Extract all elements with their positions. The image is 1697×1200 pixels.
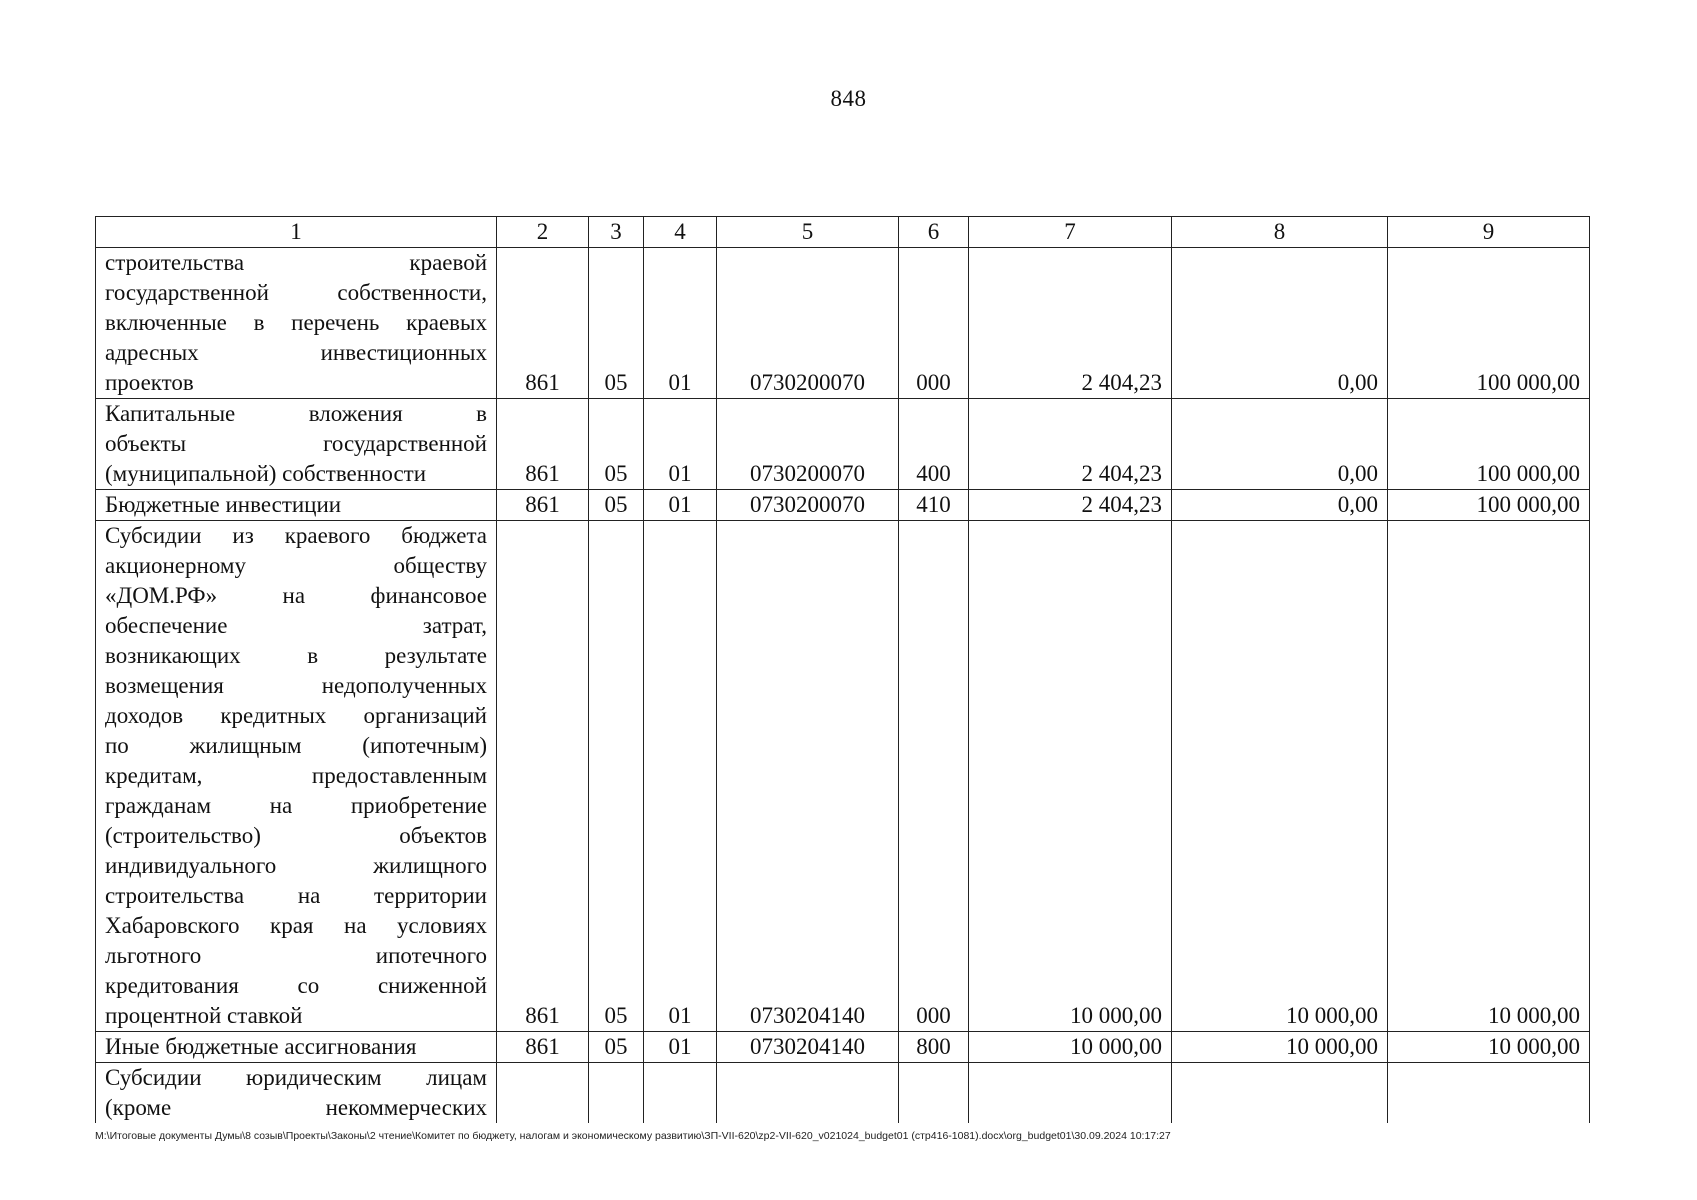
description-line: (муниципальной) собственности bbox=[105, 461, 427, 486]
cell-amount-8: 10 000,00 bbox=[1172, 1032, 1388, 1063]
cell-amount-8 bbox=[1172, 1063, 1388, 1124]
description-line: включенные в перечень краевых bbox=[105, 310, 487, 335]
row-description bbox=[96, 1032, 497, 1063]
page-number: 848 bbox=[830, 86, 867, 111]
cell-amount-7: 10 000,00 bbox=[969, 521, 1172, 1032]
description-line: (строительство) объектов bbox=[105, 823, 487, 848]
cell-amount-7: 2 404,23 bbox=[969, 490, 1172, 521]
cell-amount-8: 10 000,00 bbox=[1172, 521, 1388, 1032]
description-line: строительства на территории bbox=[105, 883, 487, 908]
header-row bbox=[96, 217, 1590, 248]
cell-amount-7: 2 404,23 bbox=[969, 399, 1172, 490]
description-line: государственной собственности, bbox=[105, 280, 487, 305]
description-line: индивидуального жилищного bbox=[105, 853, 487, 878]
cell-section-code: 05 bbox=[589, 490, 644, 521]
description-line: адресных инвестиционных bbox=[105, 340, 487, 365]
cell-expense-type: 400 bbox=[899, 399, 969, 490]
row-description bbox=[96, 1063, 497, 1124]
table-row bbox=[96, 521, 1590, 1032]
header-cell-4: 4 bbox=[644, 217, 717, 248]
row-description bbox=[96, 399, 497, 490]
header-cell-2: 2 bbox=[497, 217, 589, 248]
cell-amount-9: 10 000,00 bbox=[1388, 1032, 1590, 1063]
cell-subsection-code: 01 bbox=[644, 248, 717, 399]
budget-table bbox=[95, 216, 1590, 1123]
cell-target-article: 0730200070 bbox=[717, 399, 899, 490]
header-cell-5: 5 bbox=[717, 217, 899, 248]
cell-expense-type: 000 bbox=[899, 521, 969, 1032]
cell-ministry-code: 861 bbox=[497, 1032, 589, 1063]
cell-ministry-code: 861 bbox=[497, 248, 589, 399]
description-line: возникающих в результате bbox=[105, 643, 487, 668]
cell-amount-8: 0,00 bbox=[1172, 248, 1388, 399]
description-line: доходов кредитных организаций bbox=[105, 703, 487, 728]
cell-expense-type: 000 bbox=[899, 248, 969, 399]
header-cell-9: 9 bbox=[1388, 217, 1590, 248]
cell-target-article: 0730200070 bbox=[717, 248, 899, 399]
row-description bbox=[96, 490, 497, 521]
row-description bbox=[96, 248, 497, 399]
cell-section-code: 05 bbox=[589, 248, 644, 399]
cell-expense-type: 410 bbox=[899, 490, 969, 521]
cell-target-article bbox=[717, 1063, 899, 1124]
description-line: процентной ставкой bbox=[105, 1003, 303, 1028]
description-line: возмещения недополученных bbox=[105, 673, 487, 698]
description-line: проектов bbox=[105, 370, 194, 395]
cell-target-article: 0730204140 bbox=[717, 521, 899, 1032]
table-row bbox=[96, 399, 1590, 490]
cell-amount-9: 10 000,00 bbox=[1388, 521, 1590, 1032]
description-line: кредитам, предоставленным bbox=[105, 763, 487, 788]
header-cell-1: 1 bbox=[96, 217, 497, 248]
cell-section-code: 05 bbox=[589, 1032, 644, 1063]
cell-ministry-code: 861 bbox=[497, 521, 589, 1032]
cell-expense-type bbox=[899, 1063, 969, 1124]
description-line: кредитования со сниженной bbox=[105, 973, 487, 998]
cell-subsection-code bbox=[644, 1063, 717, 1124]
table-row bbox=[96, 1032, 1590, 1063]
table-row bbox=[96, 490, 1590, 521]
header-cell-7: 7 bbox=[969, 217, 1172, 248]
header-cell-3: 3 bbox=[589, 217, 644, 248]
cell-subsection-code: 01 bbox=[644, 521, 717, 1032]
description-line: льготного ипотечного bbox=[105, 943, 487, 968]
cell-ministry-code bbox=[497, 1063, 589, 1124]
cell-amount-7: 10 000,00 bbox=[969, 1032, 1172, 1063]
table-row bbox=[96, 248, 1590, 399]
description-line: обеспечение затрат, bbox=[105, 613, 487, 638]
description-line: «ДОМ.РФ» на финансовое bbox=[105, 583, 487, 608]
description-line: акционерному обществу bbox=[105, 553, 487, 578]
cell-subsection-code: 01 bbox=[644, 399, 717, 490]
cell-target-article: 0730200070 bbox=[717, 490, 899, 521]
cell-amount-7 bbox=[969, 1063, 1172, 1124]
cell-section-code bbox=[589, 1063, 644, 1124]
cell-section-code: 05 bbox=[589, 521, 644, 1032]
cell-subsection-code: 01 bbox=[644, 490, 717, 521]
cell-section-code: 05 bbox=[589, 399, 644, 490]
description-line: Субсидии из краевого бюджета bbox=[105, 523, 487, 548]
cell-ministry-code: 861 bbox=[497, 399, 589, 490]
description-line: объекты государственной bbox=[105, 431, 487, 456]
cell-amount-8: 0,00 bbox=[1172, 399, 1388, 490]
description-line: Бюджетные инвестиции bbox=[105, 492, 342, 517]
cell-subsection-code: 01 bbox=[644, 1032, 717, 1063]
cell-amount-9: 100 000,00 bbox=[1388, 248, 1590, 399]
cell-amount-7: 2 404,23 bbox=[969, 248, 1172, 399]
cell-target-article: 0730204140 bbox=[717, 1032, 899, 1063]
cell-amount-9: 100 000,00 bbox=[1388, 399, 1590, 490]
header-cell-6: 6 bbox=[899, 217, 969, 248]
file-path-footer: M:\Итоговые документы Думы\8 созыв\Проекты\Законы\2 чтение\Комитет по бюджету, налогам и экономическому развитию\ЗП-VII-620\zp2-VII-620_v021024_budget01 (стр416-1081).docx\org_budget01\30.09.2024 10:17:27 bbox=[95, 1130, 1171, 1142]
cell-amount-9 bbox=[1388, 1063, 1590, 1124]
cell-amount-8: 0,00 bbox=[1172, 490, 1388, 521]
cell-ministry-code: 861 bbox=[497, 490, 589, 521]
header-cell-8: 8 bbox=[1172, 217, 1388, 248]
row-description bbox=[96, 521, 497, 1032]
description-line: по жилищным (ипотечным) bbox=[105, 733, 487, 758]
description-line: гражданам на приобретение bbox=[105, 793, 487, 818]
description-line: Хабаровского края на условиях bbox=[105, 913, 487, 938]
description-line: Иные бюджетные ассигнования bbox=[105, 1034, 417, 1059]
cell-amount-9: 100 000,00 bbox=[1388, 490, 1590, 521]
table-row bbox=[96, 1063, 1590, 1124]
cell-expense-type: 800 bbox=[899, 1032, 969, 1063]
description-line: (кроме некоммерческих bbox=[105, 1095, 487, 1120]
description-line: строительства краевой bbox=[105, 250, 487, 275]
description-line: Субсидии юридическим лицам bbox=[105, 1065, 487, 1090]
description-line: Капитальные вложения в bbox=[105, 401, 487, 426]
